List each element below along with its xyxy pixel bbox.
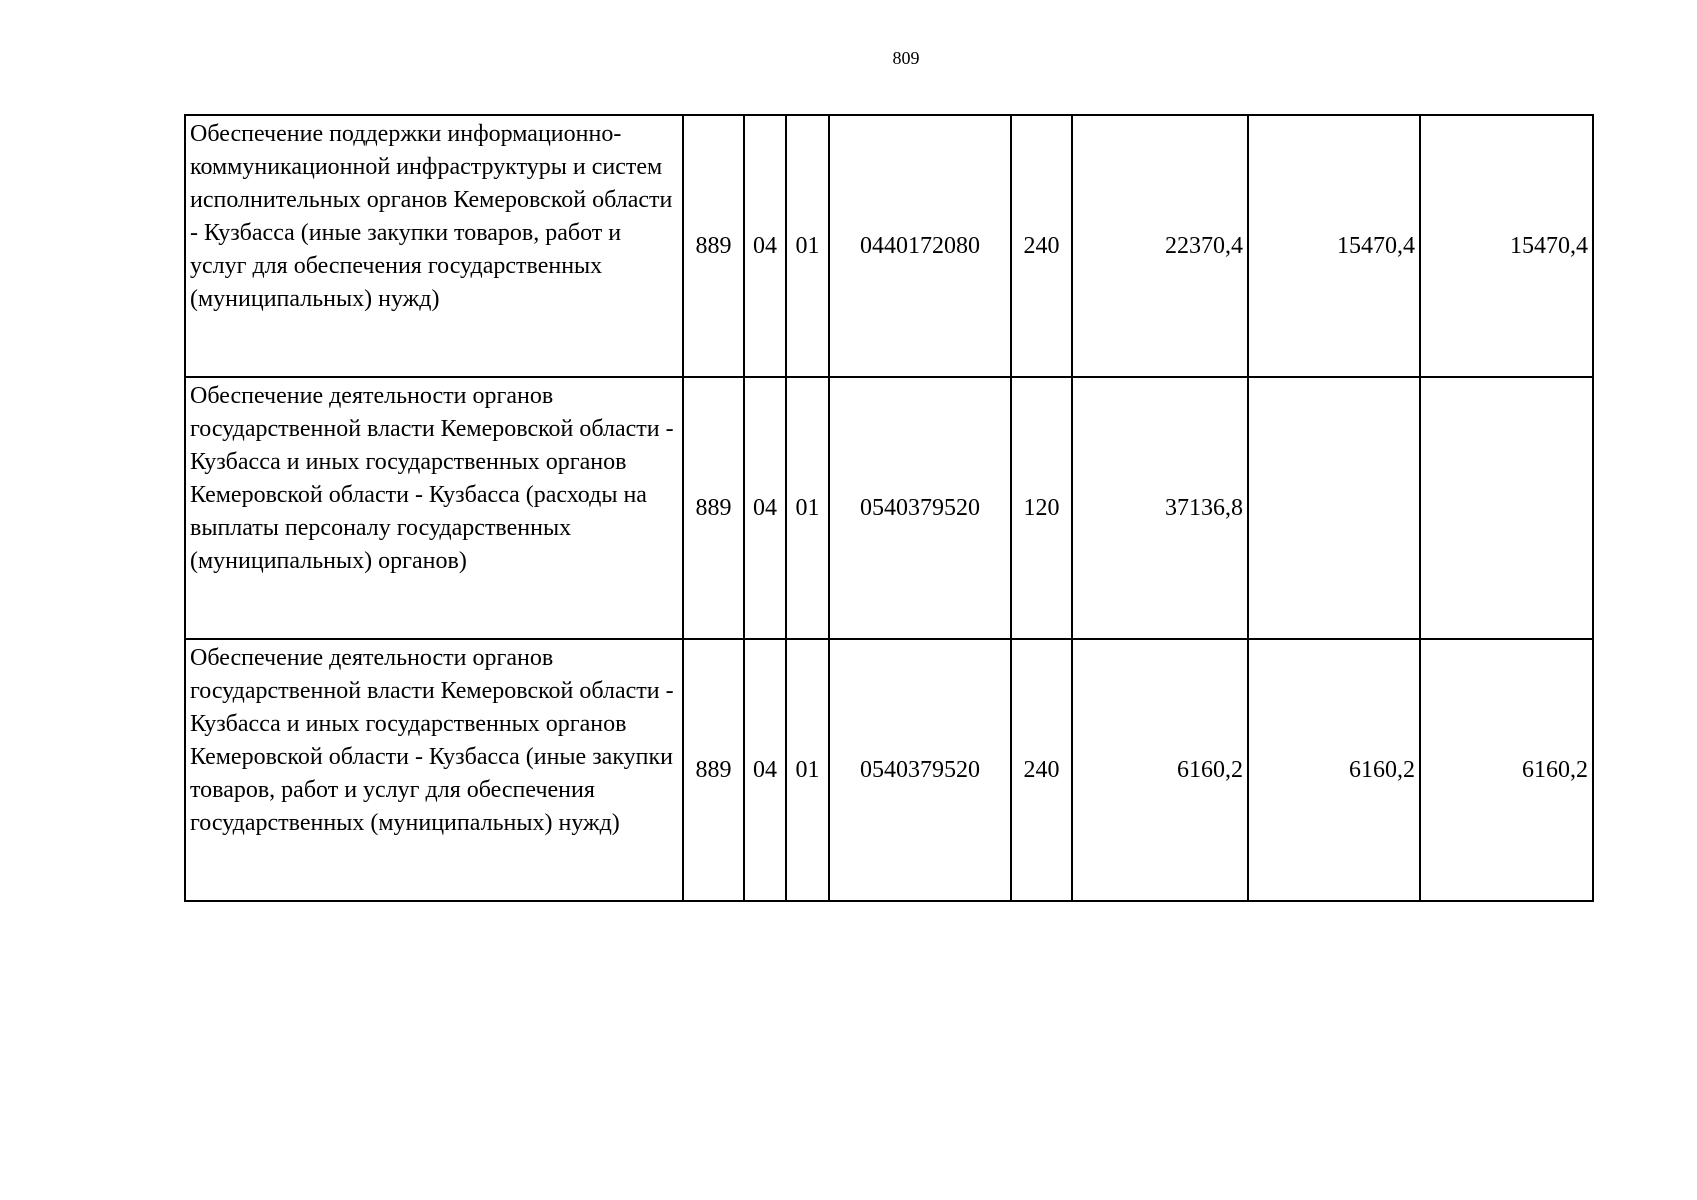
ministry-code: 889 [683, 115, 744, 377]
amount-year-1: 6160,2 [1072, 639, 1248, 901]
amount-year-1: 37136,8 [1072, 377, 1248, 639]
subsection-code: 01 [786, 115, 829, 377]
section-code: 04 [744, 377, 786, 639]
expense-type-code: 120 [1011, 377, 1072, 639]
target-article-code: 0540379520 [829, 377, 1011, 639]
section-code: 04 [744, 639, 786, 901]
subsection-code: 01 [786, 377, 829, 639]
amount-year-2 [1248, 377, 1420, 639]
amount-year-2: 6160,2 [1248, 639, 1420, 901]
amount-year-3 [1420, 377, 1593, 639]
expense-type-code: 240 [1011, 115, 1072, 377]
target-article-code: 0540379520 [829, 639, 1011, 901]
table-row [185, 377, 1593, 639]
row-description: Обеспечение деятельности органов государственной власти Кемеровской области - Кузбасса и иных государственных органов Кемеровской области - Кузбасса (иные закупки товаров, работ и услуг для обеспечения государственных (муниципальных) нужд) [185, 639, 683, 901]
table-row [185, 115, 1593, 377]
row-description: Обеспечение поддержки информационно-коммуникационной инфраструктуры и систем исполнительных органов Кемеровской области - Кузбасса (иные закупки товаров, работ и услуг для обеспечения государственных (муниципальных) нужд) [185, 115, 683, 377]
page-number: 809 [892, 48, 920, 68]
amount-year-3: 6160,2 [1420, 639, 1593, 901]
target-article-code: 0440172080 [829, 115, 1011, 377]
budget-table [184, 114, 1594, 902]
amount-year-2: 15470,4 [1248, 115, 1420, 377]
row-description: Обеспечение деятельности органов государственной власти Кемеровской области - Кузбасса и иных государственных органов Кемеровской области - Кузбасса (расходы на выплаты персоналу государственных (муниципальных) органов) [185, 377, 683, 639]
amount-year-1: 22370,4 [1072, 115, 1248, 377]
ministry-code: 889 [683, 639, 744, 901]
subsection-code: 01 [786, 639, 829, 901]
ministry-code: 889 [683, 377, 744, 639]
expense-type-code: 240 [1011, 639, 1072, 901]
section-code: 04 [744, 115, 786, 377]
table-row [185, 639, 1593, 901]
amount-year-3: 15470,4 [1420, 115, 1593, 377]
